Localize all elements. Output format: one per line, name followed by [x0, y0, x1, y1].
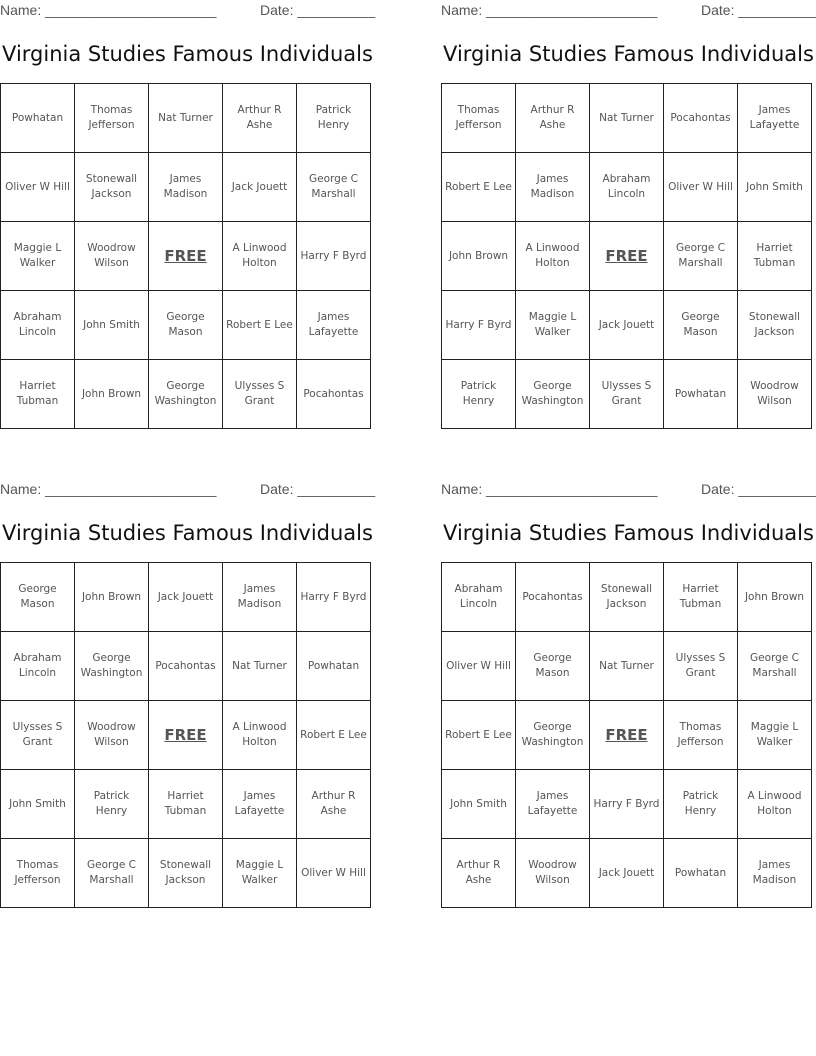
grid-cell: Nat Turner: [590, 632, 664, 701]
grid-cell: Stonewall Jackson: [738, 291, 812, 360]
grid-cell: Thomas Jefferson: [664, 701, 738, 770]
grid-cell: Maggie L Walker: [1, 222, 75, 291]
grid-cell: Pocahontas: [149, 632, 223, 701]
grid-cell: Robert E Lee: [223, 291, 297, 360]
grid-cell: Arthur R Ashe: [223, 84, 297, 153]
grid-row: [1, 563, 371, 632]
grid-cell: Harry F Byrd: [442, 291, 516, 360]
card-title: Virginia Studies Famous Individuals: [443, 42, 814, 66]
bingo-grid: [0, 562, 371, 908]
grid-row: [442, 291, 812, 360]
date-field[interactable]: Date: __________: [701, 2, 816, 18]
grid-row: [1, 291, 371, 360]
grid-cell: James Lafayette: [297, 291, 371, 360]
bingo-grid: [441, 562, 812, 908]
grid-row: [442, 222, 812, 291]
grid-cell: Pocahontas: [664, 84, 738, 153]
grid-cell: Oliver W Hill: [297, 839, 371, 908]
date-field[interactable]: Date: __________: [260, 481, 376, 497]
grid-cell: Robert E Lee: [442, 701, 516, 770]
grid-cell: George Washington: [516, 360, 590, 429]
name-field[interactable]: Name: ______________________: [441, 2, 658, 18]
grid-row: [1, 222, 371, 291]
grid-cell: Maggie L Walker: [738, 701, 812, 770]
grid-row: [442, 563, 812, 632]
grid-cell: Arthur R Ashe: [297, 770, 371, 839]
grid-cell: Woodrow Wilson: [75, 222, 149, 291]
grid-cell: John Smith: [1, 770, 75, 839]
date-field[interactable]: Date: __________: [701, 481, 816, 497]
grid-cell: Ulysses S Grant: [590, 360, 664, 429]
bingo-grid: [441, 83, 812, 429]
grid-row: [1, 84, 371, 153]
grid-cell: John Brown: [738, 563, 812, 632]
grid-cell: James Madison: [149, 153, 223, 222]
grid-cell: Thomas Jefferson: [75, 84, 149, 153]
grid-cell: Stonewall Jackson: [149, 839, 223, 908]
grid-cell: Abraham Lincoln: [1, 291, 75, 360]
grid-row: [1, 839, 371, 908]
grid-cell: Powhatan: [664, 839, 738, 908]
grid-cell: Arthur R Ashe: [516, 84, 590, 153]
grid-cell: Powhatan: [664, 360, 738, 429]
grid-cell: Powhatan: [297, 632, 371, 701]
grid-cell: Jack Jouett: [590, 839, 664, 908]
card-title: Virginia Studies Famous Individuals: [443, 521, 814, 545]
grid-row: [442, 770, 812, 839]
name-date-row: [0, 0, 375, 22]
grid-cell: James Madison: [516, 153, 590, 222]
grid-row: [442, 839, 812, 908]
grid-cell: A Linwood Holton: [223, 222, 297, 291]
grid-cell: John Brown: [75, 563, 149, 632]
grid-cell: Ulysses S Grant: [664, 632, 738, 701]
free-space-cell: FREE: [590, 701, 664, 770]
grid-cell: Jack Jouett: [223, 153, 297, 222]
grid-cell: Ulysses S Grant: [1, 701, 75, 770]
grid-cell: Maggie L Walker: [516, 291, 590, 360]
free-space-cell: FREE: [149, 222, 223, 291]
grid-cell: John Smith: [738, 153, 812, 222]
grid-row: [442, 632, 812, 701]
grid-row: [1, 701, 371, 770]
grid-cell: Patrick Henry: [75, 770, 149, 839]
grid-cell: Stonewall Jackson: [590, 563, 664, 632]
grid-cell: Pocahontas: [297, 360, 371, 429]
grid-cell: Jack Jouett: [590, 291, 664, 360]
grid-cell: George Washington: [516, 701, 590, 770]
name-date-row: [441, 479, 816, 501]
free-space-cell: FREE: [590, 222, 664, 291]
grid-row: [1, 632, 371, 701]
grid-cell: John Smith: [75, 291, 149, 360]
grid-row: [442, 360, 812, 429]
grid-cell: George C Marshall: [738, 632, 812, 701]
grid-cell: Abraham Lincoln: [1, 632, 75, 701]
grid-cell: Ulysses S Grant: [223, 360, 297, 429]
grid-cell: Powhatan: [1, 84, 75, 153]
grid-row: [1, 153, 371, 222]
grid-cell: James Lafayette: [516, 770, 590, 839]
free-space-cell: FREE: [149, 701, 223, 770]
grid-cell: George Mason: [664, 291, 738, 360]
grid-cell: James Lafayette: [223, 770, 297, 839]
grid-cell: Abraham Lincoln: [442, 563, 516, 632]
grid-cell: A Linwood Holton: [516, 222, 590, 291]
grid-cell: Patrick Henry: [664, 770, 738, 839]
name-field[interactable]: Name: ______________________: [441, 481, 658, 497]
grid-cell: George Mason: [149, 291, 223, 360]
grid-cell: Oliver W Hill: [442, 632, 516, 701]
name-date-row: [0, 479, 375, 501]
grid-cell: Nat Turner: [590, 84, 664, 153]
grid-cell: Maggie L Walker: [223, 839, 297, 908]
grid-cell: Harriet Tubman: [1, 360, 75, 429]
grid-cell: John Brown: [442, 222, 516, 291]
grid-cell: Nat Turner: [149, 84, 223, 153]
grid-cell: Woodrow Wilson: [516, 839, 590, 908]
grid-cell: John Smith: [442, 770, 516, 839]
grid-cell: Thomas Jefferson: [442, 84, 516, 153]
grid-cell: George Washington: [75, 632, 149, 701]
grid-cell: Patrick Henry: [442, 360, 516, 429]
card-title: Virginia Studies Famous Individuals: [2, 521, 373, 545]
grid-cell: Harry F Byrd: [297, 563, 371, 632]
grid-cell: Oliver W Hill: [664, 153, 738, 222]
grid-cell: Nat Turner: [223, 632, 297, 701]
grid-cell: George Washington: [149, 360, 223, 429]
grid-cell: Thomas Jefferson: [1, 839, 75, 908]
grid-cell: Patrick Henry: [297, 84, 371, 153]
grid-cell: George C Marshall: [664, 222, 738, 291]
grid-cell: John Brown: [75, 360, 149, 429]
grid-cell: Harriet Tubman: [149, 770, 223, 839]
bingo-grid: [0, 83, 371, 429]
grid-cell: George C Marshall: [297, 153, 371, 222]
grid-cell: George Mason: [516, 632, 590, 701]
grid-cell: Stonewall Jackson: [75, 153, 149, 222]
grid-cell: Woodrow Wilson: [738, 360, 812, 429]
name-field[interactable]: Name: ______________________: [0, 481, 217, 497]
grid-cell: Harry F Byrd: [590, 770, 664, 839]
grid-cell: George Mason: [1, 563, 75, 632]
grid-cell: James Lafayette: [738, 84, 812, 153]
grid-cell: Harry F Byrd: [297, 222, 371, 291]
grid-cell: Abraham Lincoln: [590, 153, 664, 222]
grid-row: [442, 701, 812, 770]
name-field[interactable]: Name: ______________________: [0, 2, 217, 18]
grid-cell: Robert E Lee: [297, 701, 371, 770]
grid-cell: Arthur R Ashe: [442, 839, 516, 908]
grid-cell: Woodrow Wilson: [75, 701, 149, 770]
grid-cell: A Linwood Holton: [223, 701, 297, 770]
grid-row: [1, 360, 371, 429]
grid-cell: George C Marshall: [75, 839, 149, 908]
grid-row: [442, 84, 812, 153]
grid-cell: Harriet Tubman: [738, 222, 812, 291]
grid-cell: James Madison: [223, 563, 297, 632]
date-field[interactable]: Date: __________: [260, 2, 376, 18]
grid-row: [1, 770, 371, 839]
grid-cell: A Linwood Holton: [738, 770, 812, 839]
card-title: Virginia Studies Famous Individuals: [2, 42, 373, 66]
grid-row: [442, 153, 812, 222]
grid-cell: Harriet Tubman: [664, 563, 738, 632]
grid-cell: Oliver W Hill: [1, 153, 75, 222]
grid-cell: James Madison: [738, 839, 812, 908]
grid-cell: Jack Jouett: [149, 563, 223, 632]
grid-cell: Pocahontas: [516, 563, 590, 632]
name-date-row: [441, 0, 816, 22]
grid-cell: Robert E Lee: [442, 153, 516, 222]
